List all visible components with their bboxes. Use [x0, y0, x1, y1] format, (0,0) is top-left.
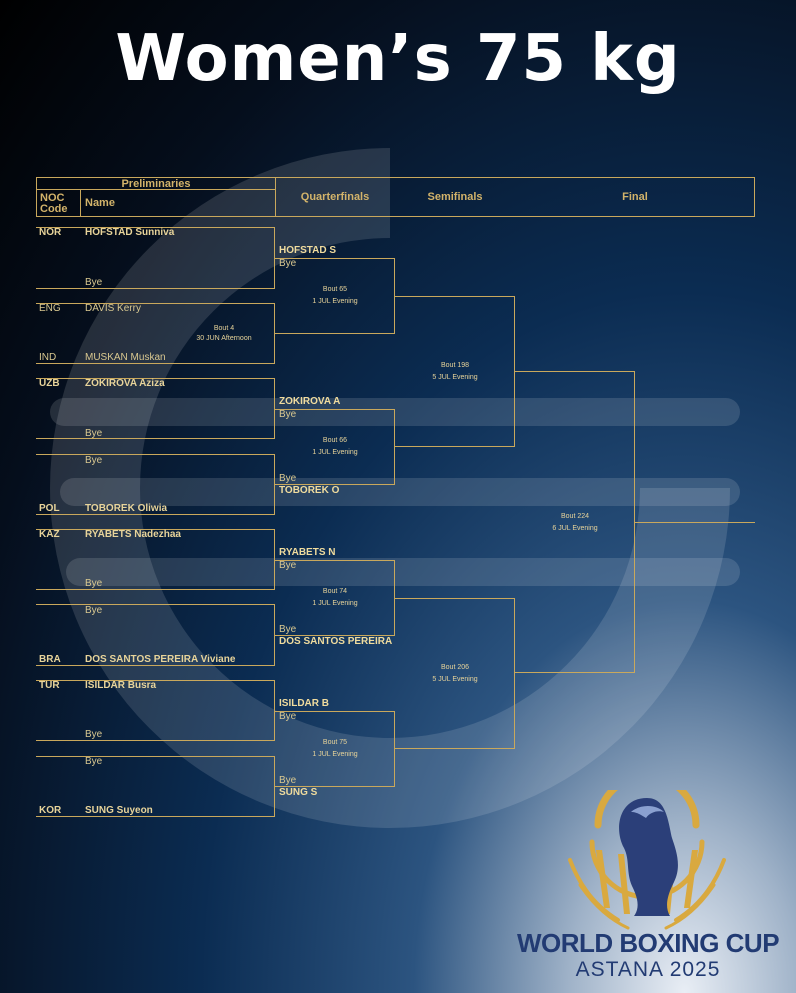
header-divider	[80, 190, 81, 216]
prelim-noc: TUR	[39, 680, 60, 691]
sf-bout-number: Bout 198	[440, 362, 470, 369]
qf-bye: Bye	[279, 409, 297, 420]
qf-bye: Bye	[279, 560, 297, 571]
sf-bout-time: 5 JUL Evening	[432, 374, 478, 381]
final-winner-line	[635, 522, 755, 523]
header-name-label: Name	[85, 197, 115, 209]
prelim-noc: ENG	[39, 303, 61, 314]
prelim-noc: UZB	[39, 378, 60, 389]
prelim-noc: NOR	[39, 227, 62, 238]
qf-bout-number: Bout 75	[322, 739, 348, 746]
prelim-name: TOBOREK Oliwia	[85, 503, 168, 514]
sf-bout-time: 5 JUL Evening	[432, 676, 478, 683]
prelim-name: DAVIS Kerry	[85, 303, 141, 314]
prelim-bye: Bye	[85, 605, 103, 616]
prelim-name: DOS SANTOS PEREIRA Viviane	[85, 654, 236, 665]
prelim-noc: POL	[39, 503, 60, 514]
prelim-name: HOFSTAD Sunniva	[85, 227, 175, 238]
prelim-noc: KOR	[39, 805, 62, 816]
prelim-bout-number: Bout 4	[213, 325, 235, 332]
prelim-bracket-8	[36, 756, 275, 817]
qf-bout-time: 1 JUL Evening	[312, 600, 358, 607]
logo-subtitle: ASTANA 2025	[575, 958, 721, 981]
qf-bout-number: Bout 66	[322, 437, 348, 444]
qf-winner: HOFSTAD S	[279, 245, 337, 256]
prelim-bye: Bye	[85, 277, 103, 288]
qf-bye: Bye	[279, 624, 297, 635]
header-quarterfinals-label: Quarterfinals	[300, 191, 370, 203]
qf-bye: Bye	[279, 258, 297, 269]
prelim-bye: Bye	[85, 578, 103, 589]
qf-bout-time: 1 JUL Evening	[312, 298, 358, 305]
prelim-name: ISILDAR Busra	[85, 680, 157, 691]
header-noc-label: NOC	[40, 192, 65, 204]
final-bracket	[515, 371, 635, 673]
qf-bye: Bye	[279, 473, 297, 484]
prelim-name: ZOKIROVA Aziza	[85, 378, 165, 389]
qf-bout-time: 1 JUL Evening	[312, 449, 358, 456]
qf-winner: SUNG S	[279, 787, 318, 798]
qf-bout-number: Bout 65	[322, 286, 348, 293]
qf-winner: ZOKIROVA A	[279, 396, 341, 407]
final-bout-time: 6 JUL Evening	[552, 525, 598, 532]
qf-winner: RYABETS N	[279, 547, 336, 558]
final-bout-number: Bout 224	[560, 513, 590, 520]
prelim-bye: Bye	[85, 455, 103, 466]
header-code-label: Code	[40, 203, 68, 215]
logo-title: WORLD BOXING CUP	[516, 928, 780, 958]
prelim-bye: Bye	[85, 428, 103, 439]
prelim-noc: BRA	[39, 654, 61, 665]
prelim-name: RYABETS Nadezhaa	[85, 529, 181, 540]
page-title: Women’s 75 kg	[115, 22, 681, 96]
qf-winner: ISILDAR B	[279, 698, 329, 709]
header-semifinals-label: Semifinals	[427, 191, 483, 203]
header-final-label: Final	[622, 191, 648, 203]
qf-bout-number: Bout 74	[322, 588, 348, 595]
prelim-bye: Bye	[85, 756, 103, 767]
qf-bye: Bye	[279, 775, 297, 786]
qf-bye: Bye	[279, 711, 297, 722]
qf-winner: TOBOREK O	[279, 485, 340, 496]
prelim-bout-time: 30 JUN Afternoon	[196, 335, 252, 342]
prelim-name: SUNG Suyeon	[85, 805, 153, 816]
header-preliminaries-label: Preliminaries	[121, 178, 191, 190]
prelim-noc: KAZ	[39, 529, 60, 540]
qf-bout-time: 1 JUL Evening	[312, 751, 358, 758]
sf-bout-number: Bout 206	[440, 664, 470, 671]
prelim-bye: Bye	[85, 729, 103, 740]
prelim-noc: IND	[39, 352, 57, 363]
prelim-name: MUSKAN Muskan	[85, 352, 166, 363]
qf-winner: DOS SANTOS PEREIRA	[279, 636, 393, 647]
